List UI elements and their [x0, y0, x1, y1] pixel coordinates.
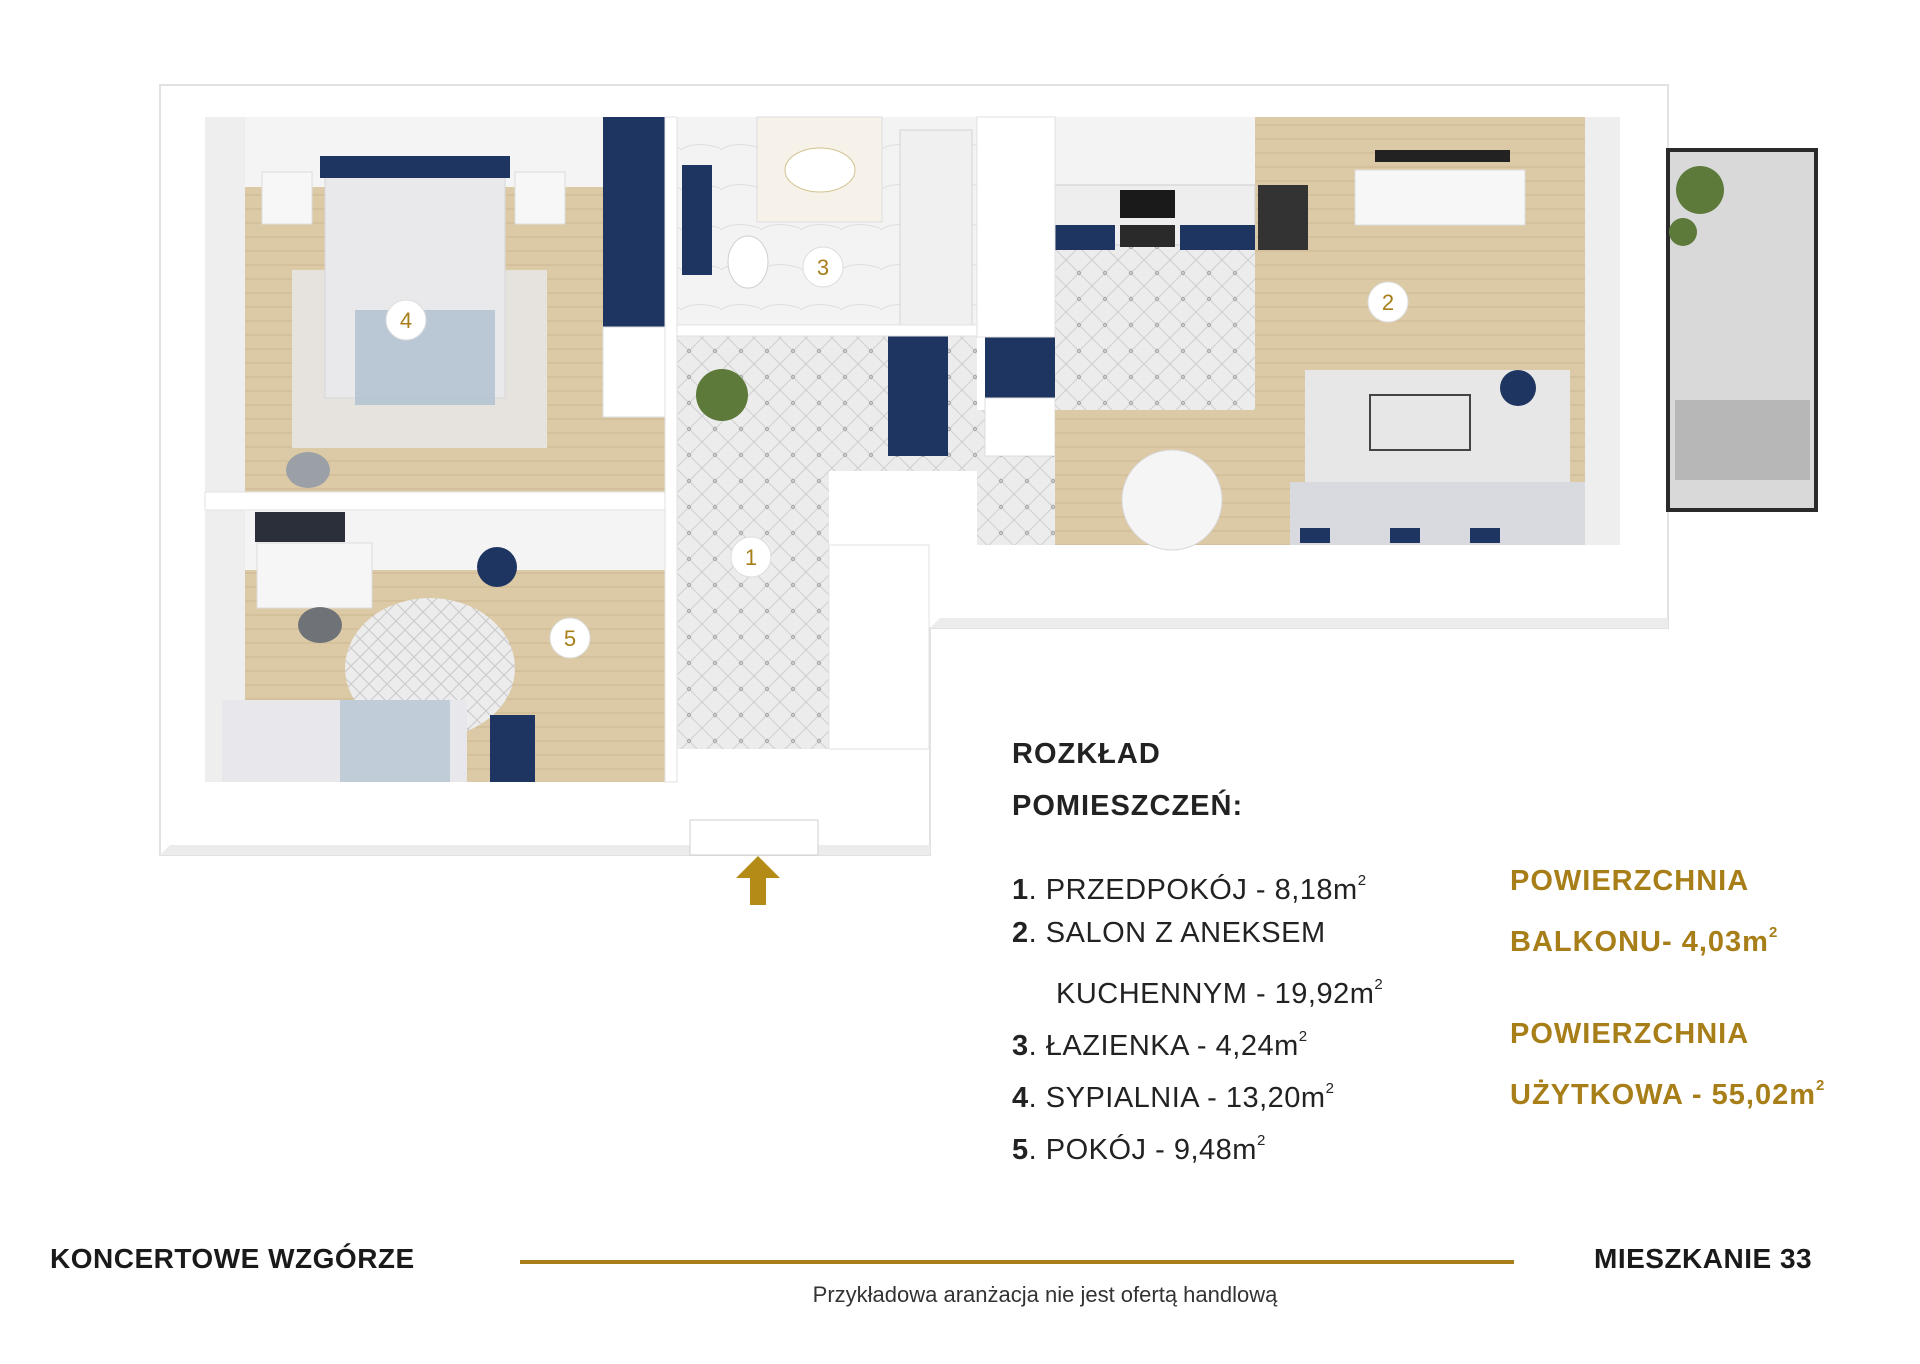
room-marker-2 — [1368, 282, 1408, 322]
svg-text:1: 1 — [744, 545, 758, 570]
room-list-item: KUCHENNYM - $19,92m^2$ — [1056, 976, 1384, 1010]
usable-area: POWIERZCHNIA UŻYTKOWA - $55,02m^2$ — [1510, 1018, 1826, 1111]
room-marker-5 — [550, 618, 590, 658]
room-marker-3 — [803, 247, 843, 287]
legend-heading-line1: ROZKŁAD — [1012, 738, 1161, 770]
room-list-item: 4. SYPIALNIA - $13,20m^2$ — [1012, 1080, 1335, 1114]
legend-heading — [1012, 728, 1243, 832]
svg-text:4: 4 — [399, 308, 413, 333]
arrow-up-icon — [736, 856, 780, 905]
room-marker-4 — [386, 300, 426, 340]
apartment-number: MIESZKANIE 33 — [1594, 1243, 1813, 1274]
room-marker-1 — [731, 537, 771, 577]
disclaimer: Przykładowa aranżacja nie jest ofertą handlową — [812, 1282, 1278, 1307]
room-list-item: 2. SALON Z ANEKSEM — [1012, 917, 1326, 949]
project-name: KONCERTOWE WZGÓRZE — [50, 1243, 415, 1274]
room-list — [1012, 855, 1383, 1167]
svg-text:5: 5 — [563, 626, 577, 651]
footer-divider — [520, 1260, 1514, 1264]
balcony-area: POWIERZCHNIA BALKONU- $4,03m^2$ — [1510, 865, 1779, 958]
room-list-item: 5. POKÓJ - $9,48m^2$ — [1012, 1132, 1266, 1166]
legend-heading-line2: POMIESZCZEŃ: — [1012, 790, 1244, 822]
svg-text:2: 2 — [1381, 290, 1395, 315]
svg-text:3: 3 — [816, 255, 830, 280]
room-list-item: 1. PRZEDPOKÓJ - $8,18m^2$ — [1012, 872, 1367, 906]
room-list-item: 3. ŁAZIENKA - $4,24m^2$ — [1012, 1028, 1308, 1062]
